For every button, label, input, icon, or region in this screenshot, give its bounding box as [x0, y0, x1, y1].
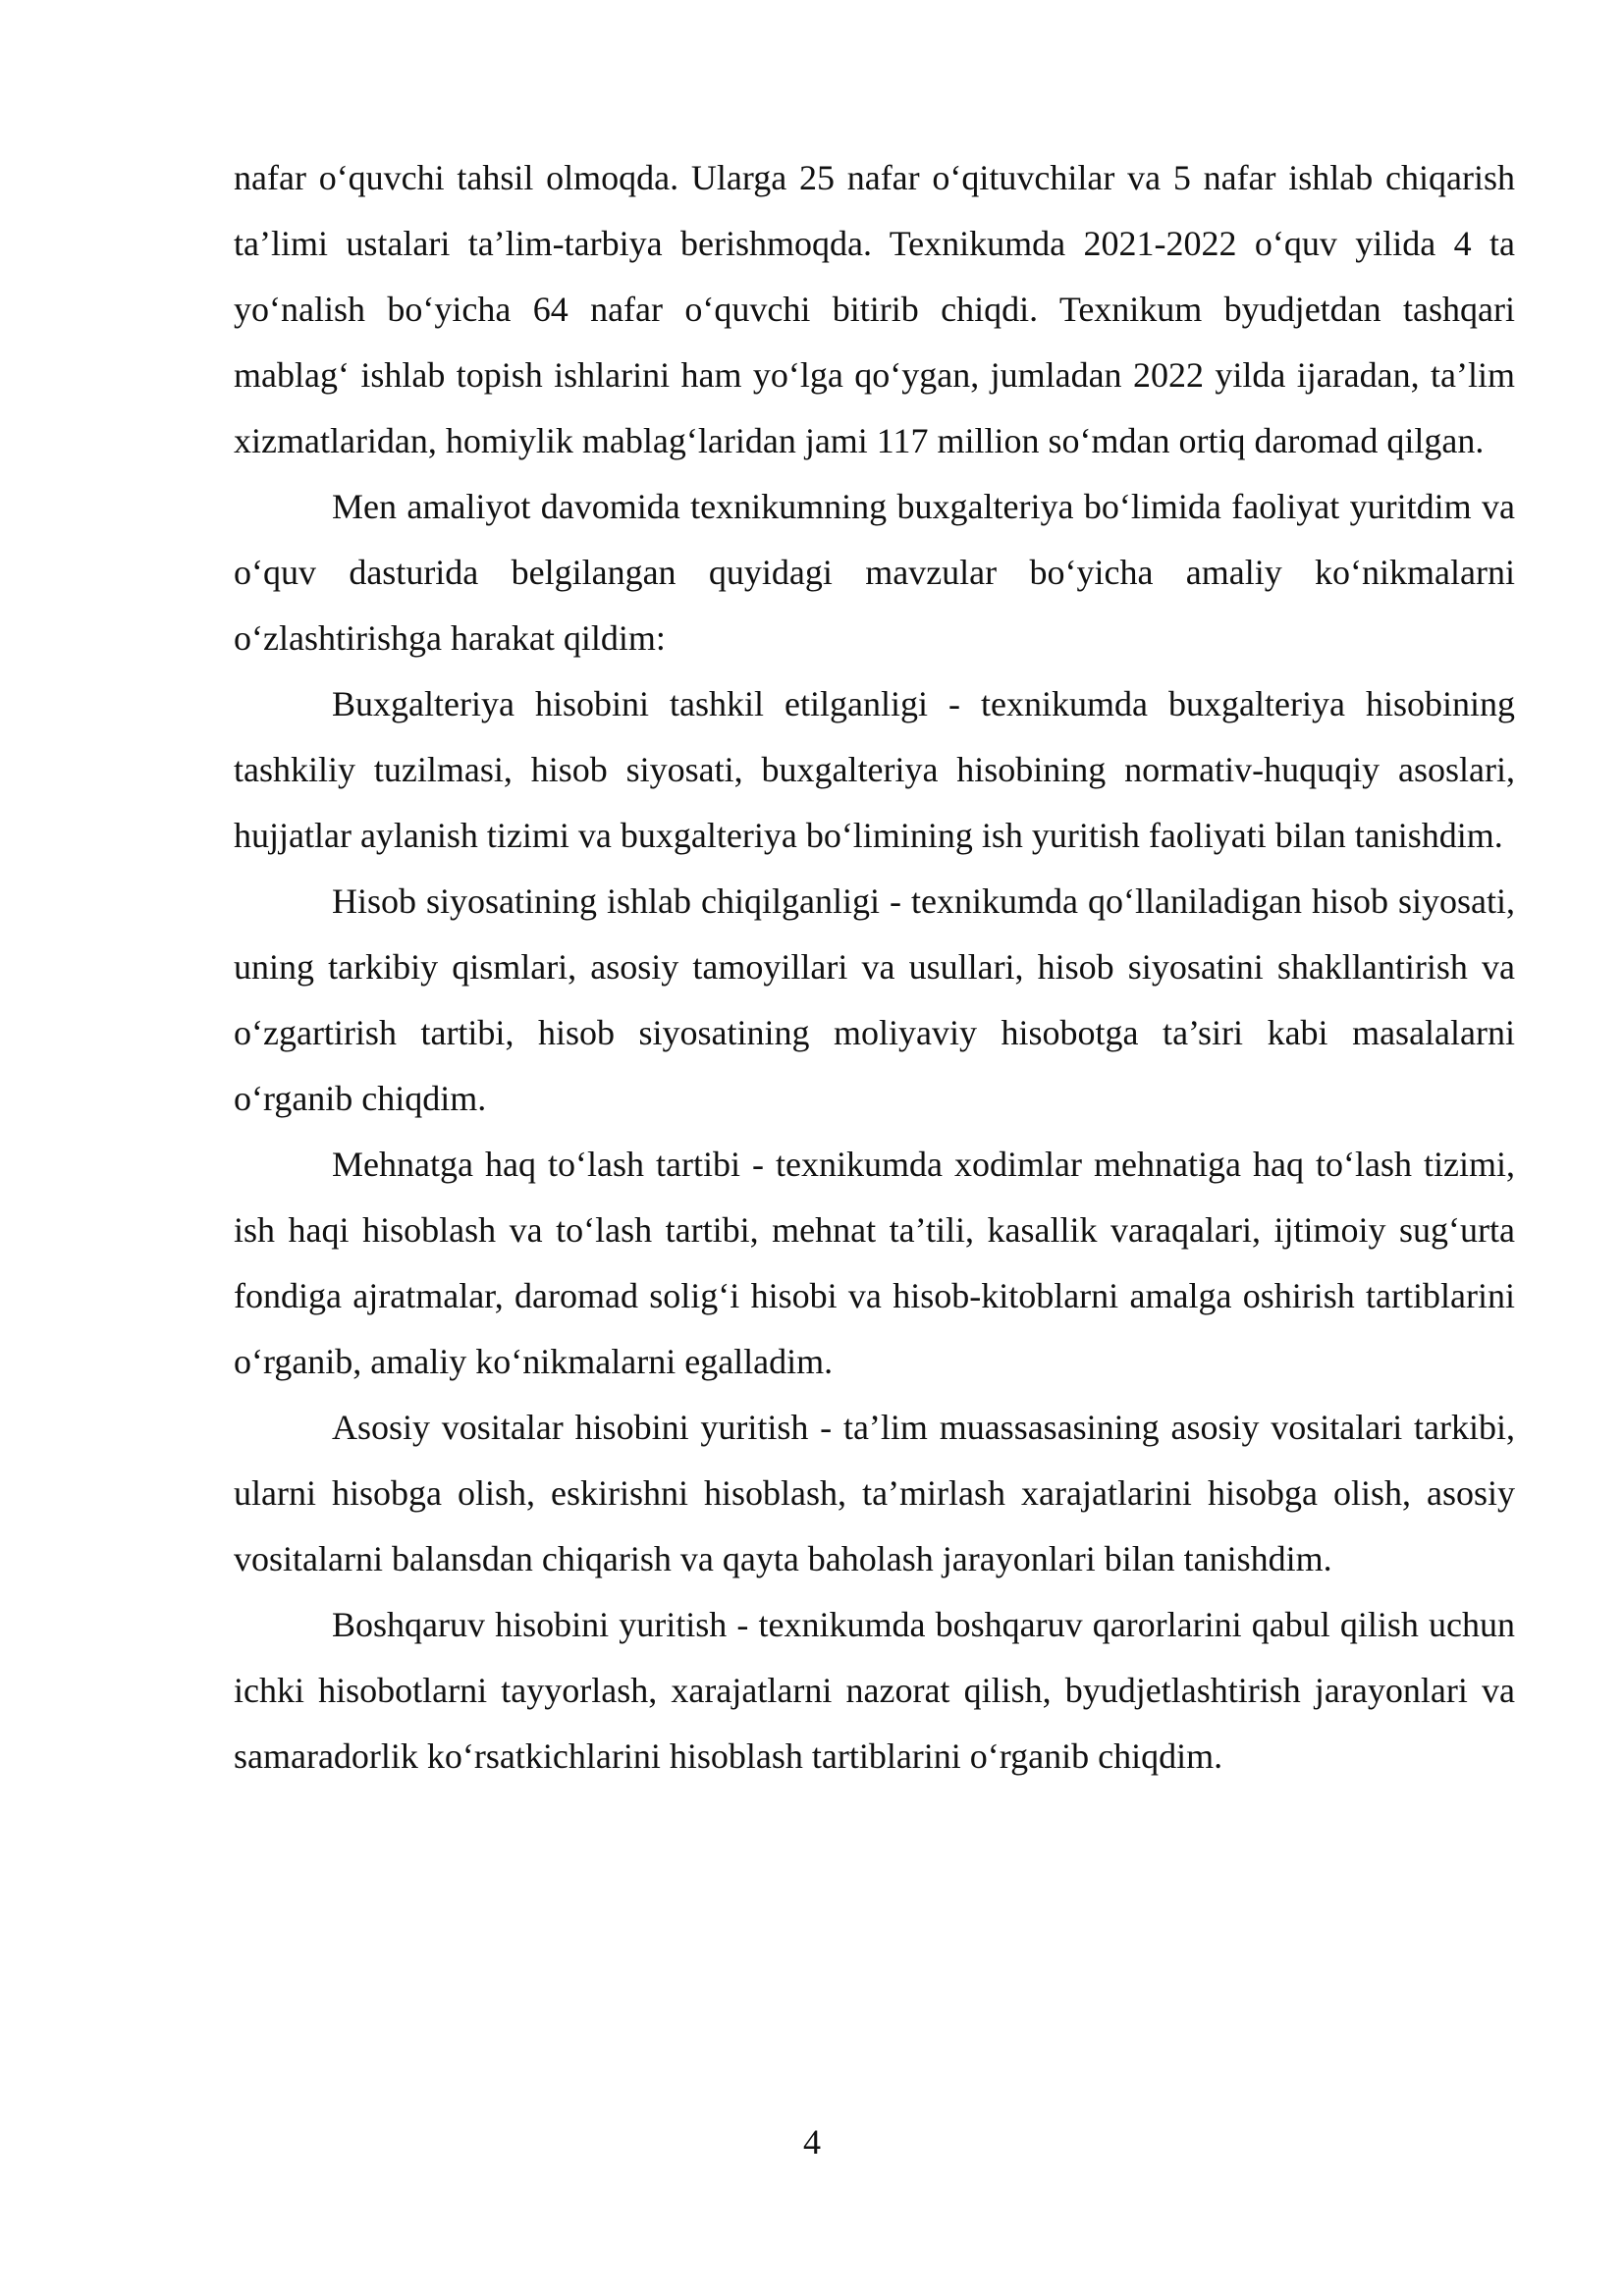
- page-number: 4: [803, 2122, 821, 2162]
- paragraph-fixed-assets: Asosiy vositalar hisobini yuritish - ta’lim muassasasining asosiy vositalari tarkibi, ularni hisobga olish, eskirishni hisoblash, ta’mirlash xarajatlarini hisobga olish, asosiy vositalarni balansdan chiqarish va qayta baholash jarayonlari bilan tanishdim.: [234, 1408, 1515, 1578]
- paragraph-continuation: nafar o‘quvchi tahsil olmoqda. Ularga 25 nafar o‘qituvchilar va 5 nafar ishlab chiqarish ta’limi ustalari ta’lim-tarbiya berishmoqda. Texnikumda 2021-2022 o‘quv yilida 4 ta yo‘nalish bo‘yicha 64 nafar o‘quvchi bitirib chiqdi. Texnikum byudjetdan tashqari mablag‘ ishlab topish ishlarini ham yo‘lga qo‘ygan, jumladan 2022 yilda ijaradan, ta’lim xizmatlaridan, homiylik mablag‘laridan jami 117 million so‘mdan ortiq daromad qilgan.: [234, 158, 1515, 460]
- paragraph-payroll: Mehnatga haq to‘lash tartibi - texnikumda xodimlar mehnatiga haq to‘lash tizimi, ish haqi hisoblash va to‘lash tartibi, mehnat ta’tili, kasallik varaqalari, ijtimoiy sug‘urta fondiga ajratmalar, daromad solig‘i hisobi va hisob-kitoblarni amalga oshirish tartiblarini o‘rganib, amaliy ko‘nikmalarni egalladim.: [234, 1145, 1515, 1381]
- paragraph-internship-intro: Men amaliyot davomida texnikumning buxgalteriya bo‘limida faoliyat yuritdim va o‘quv dasturida belgilangan quyidagi mavzular bo‘yicha amaliy ko‘nikmalarni o‘zlashtirishga harakat qildim:: [234, 487, 1515, 658]
- paragraph-management-accounting: Boshqaruv hisobini yuritish - texnikumda boshqaruv qarorlarini qabul qilish uchun ichki hisobotlarni tayyorlash, xarajatlarni nazorat qilish, byudjetlashtirish jarayonlari va samaradorlik ko‘rsatkichlarini hisoblash tartiblarini o‘rganib chiqdim.: [234, 1605, 1515, 1776]
- page-body: [234, 145, 1515, 1789]
- paragraph-accounting-policy: Hisob siyosatining ishlab chiqilganligi - texnikumda qo‘llaniladigan hisob siyosati, uning tarkibiy qismlari, asosiy tamoyillari va usullari, hisob siyosatini shakllantirish va o‘zgartirish tartibi, hisob siyosatining moliyaviy hisobotga ta’siri kabi masalalarni o‘rganib chiqdim.: [234, 881, 1515, 1118]
- paragraph-accounting-organization: Buxgalteriya hisobini tashkil etilganligi - texnikumda buxgalteriya hisobining tashkiliy tuzilmasi, hisob siyosati, buxgalteriya hisobining normativ-huquqiy asoslari, hujjatlar aylanish tizimi va buxgalteriya bo‘limining ish yuritish faoliyati bilan tanishdim.: [234, 684, 1515, 855]
